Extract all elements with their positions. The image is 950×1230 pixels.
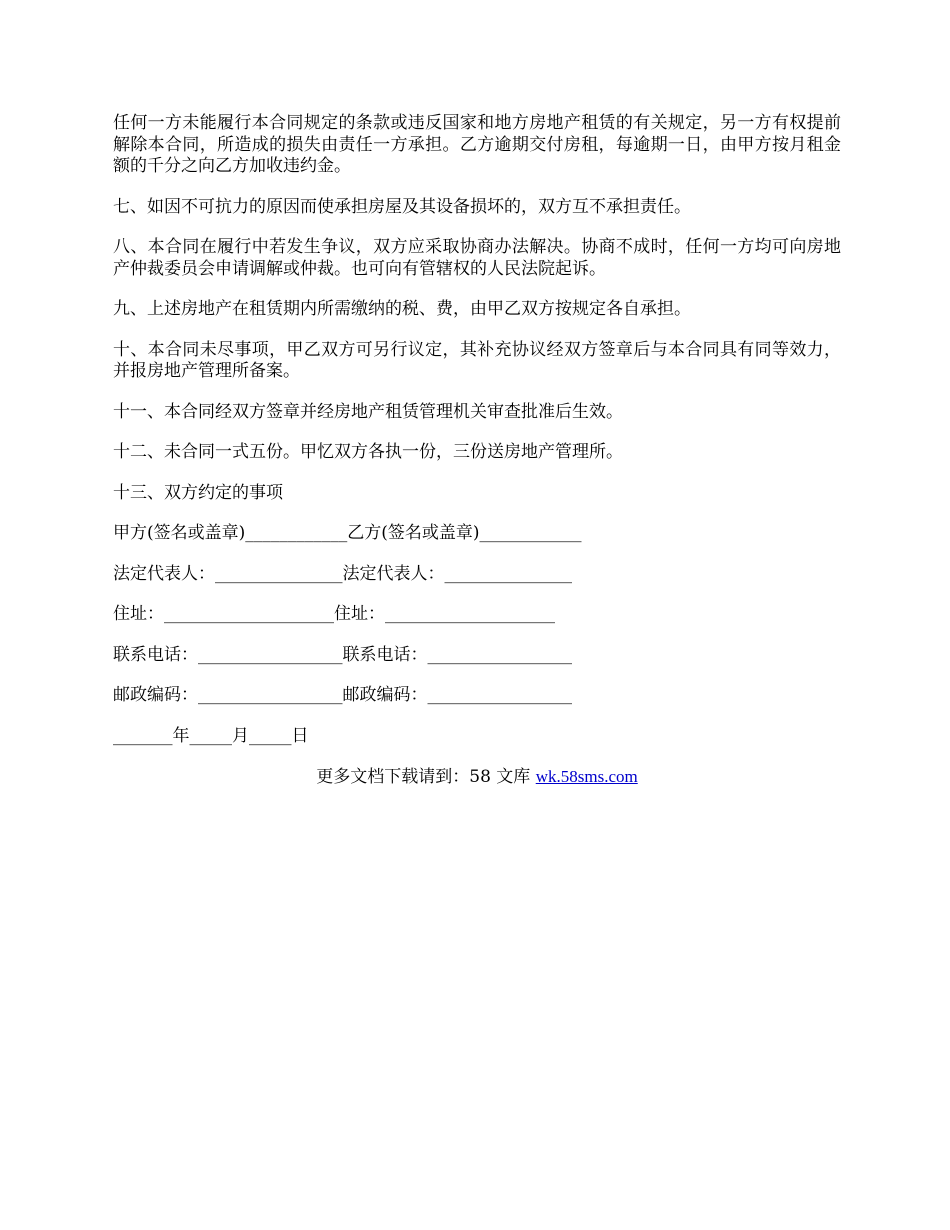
signature-line-phone: 联系电话：_________________联系电话：_________________ [113, 644, 572, 665]
download-footer [113, 766, 841, 789]
paragraph-clause-7: 七、如因不可抗力的原因而使承担房屋及其设备损坏的，双方互不承担责任。 [113, 196, 691, 217]
signature-line-address: 住址：____________________住址：____________________ [113, 604, 555, 624]
footer-link[interactable]: wk.58sms.com [535, 767, 638, 786]
paragraph-clause-10: 十、本合同未尽事项，甲乙双方可另行议定，其补充协议经双方签章后与本合同具有同等效力，并报房地产管理所备案。 [113, 339, 841, 381]
paragraph-clause-8: 八、本合同在履行中若发生争议，双方应采取协商办法解决。协商不成时，任何一方均可向房地产仲裁委员会申请调解或仲裁。也可向有管辖权的人民法院起诉。 [113, 237, 841, 279]
paragraph-clause-9: 九、上述房地产在租赁期内所需缴纳的税、费，由甲乙双方按规定各自承担。 [113, 299, 691, 319]
signature-line-legal-rep: 法定代表人：_______________法定代表人：_______________ [113, 563, 572, 584]
footer-text: 更多文档下载请到：58 文库 [316, 767, 536, 787]
signature-line-parties: 甲方(签名或盖章)____________乙方(签名或盖章)____________ [113, 523, 582, 543]
document-page [113, 113, 841, 789]
signature-line-date: _______年_____月_____日 [113, 725, 309, 746]
paragraph-breach-terms: 任何一方未能履行本合同规定的条款或违反国家和地方房地产租赁的有关规定，另一方有权提前解除本合同，所造成的损失由责任一方承担。乙方逾期交付房租，每逾期一日，由甲方按月租金额的千分之向乙方加收违约金。 [113, 113, 841, 176]
paragraph-clause-13: 十三、双方约定的事项 [113, 482, 283, 503]
paragraph-clause-12: 十二、未合同一式五份。甲忆双方各执一份，三份送房地产管理所。 [113, 442, 623, 462]
paragraph-clause-11: 十一、本合同经双方签章并经房地产租赁管理机关审查批准后生效。 [113, 401, 623, 422]
signature-line-postcode: 邮政编码：_________________邮政编码：_________________ [113, 685, 572, 705]
